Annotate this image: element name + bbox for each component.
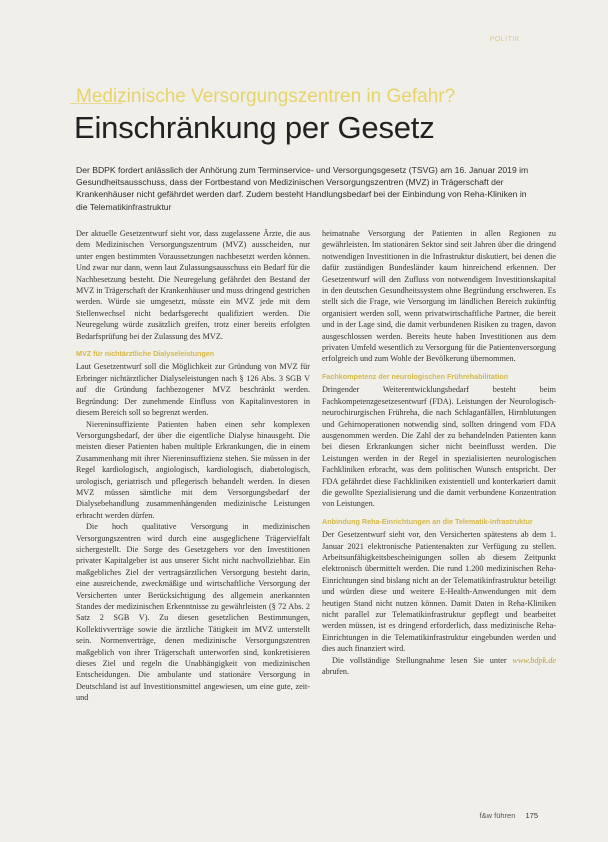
closing-text-start: Die vollständige Stellungnahme lesen Sie unter [332, 655, 507, 665]
left-column [76, 228, 310, 704]
subheading: MVZ für nichtärztliche Dialyseleistungen [76, 349, 215, 359]
section-tag: POLITIK [489, 36, 520, 43]
closing-paragraph [322, 655, 556, 678]
subheading: Fachkompetenz der neurologischen Frührehabilitation [322, 371, 509, 381]
subheading: Anbindung Reha-Einrichtungen an die Telematik-Infrastruktur [322, 516, 533, 526]
article-lead: Der BDPK fordert anlässlich der Anhörung zum Terminservice- und Versorgungsgesetz (TSVG) am 16. Januar 2019 im Gesundheitsausschuss, dass der Fortbestand von Medizinischen Versorgungszentren (MVZ) in Trägerschaft der Krankenhäuser nicht gefährdet werden darf. Zudem besteht Handlungsbedarf bei der Einbindung von Reha-Kliniken in die Telematikinfrastruktur [76, 165, 529, 212]
website-link[interactable]: www.bdpk.de [512, 655, 556, 665]
paragraph: heimatnahe Versorgung der Patienten in allen Regionen zu gewährleisten. Im stationären Sektor sind seit Jahren über die dringend notwendigen Investitionen in die Infrastruktur diskutiert, bei denen die dafür zuständigen Bundesländer kaum hinreichend erkennen. Der Gesetzentwurf will den Zufluss von notwendigem Investitionskapital in den deutschen Gesundheitssystem ohne Begründung erschweren. Es stellt sich die Frage, wie Versorgung im ländlichen Bereich zukünftig organisiert werden soll, wenn privatwirtschaftliche Partner, die bereit und in der Lage sind, die damit verbundenen Risiken zu tragen, davon ausgeschlossen werden. Bereits heute haben Investitionen aus dem privaten Umfeld wesentlich zu Versorgung für die Patientenversorgung erfolgreich und zum Wohle der Bevölkerung übernommen. [322, 229, 556, 364]
paragraph: Die hoch qualitative Versorgung in medizinischen Versorgungszentren wird durch eine ausgeglichene Trägervielfalt sichergestellt. Die Sorge des Gesetzgebers vor den Investitionen privater Kapitalgeber ist aus unserer Sicht nicht nachvollziehbar. Ein maßgebliches Ziel der vertragsärztlichen Versorgung besteht darin, eine ausreichende, zweckmäßige und wirtschaftliche Versorgung der Versicherten unter Berücksichtigung des allgemein anerkannten Standes der medizinischen Erkenntnisse zu gewährleisten (§ 72 Abs. 2 Satz 2 SGB V). Zu diesen gesetzlichen Bestimmungen, Kollektivverträge sowie die ärztliche Tätigkeit im MVZ unterstellt sein. Normenverträge, denen medizinische Versorgungszentren maßgeblich von ihrer Trägerschaft unterworfen sind, konkretisieren dieses Ziel und regeln die Unabhängigkeit von medizinischen Entscheidungen. Die ambulante und stationäre Versorgung in Deutschland ist auf Investitionsmittel angewiesen, um eine gute, zeit- und [76, 522, 310, 703]
paragraph: Der Gesetzentwurf sieht vor, den Versicherten spätestens ab dem 1. Januar 2021 elektronische Patientenakten zur Verfügung zu stellen. Arbeitsunfähigkeitsbescheinigungen sollen ab diesem Zeitpunkt elektronisch übermittelt werden. Die rund 1.200 medizinischen Reha-Einrichtungen sind bislang nicht an der Telematikinfrastruktur beteiligt und würden diese und weitere E-Health-Anwendungen mit dem heutigen Stand nicht nutzen können. Damit Daten in Reha-Kliniken nicht parallel zur Telematikinfrastruktur gepflegt und bearbeitet werden müssen, ist es dringend erforderlich, dass medizinische Reha-Einrichtungen in die Telematikinfrastruktur eingebunden werden und dies auch finanziert wird. [322, 530, 556, 654]
paragraph: Niereninsuffiziente Patienten haben einen sehr komplexen Versorgungsbedarf, der über die eigentliche Dialyse hinausgeht. Die meisten dieser Patienten haben multiple Erkrankungen, die in einem Zusammenhang mit ihrer Niereninsuffizienz stehen. Sie müssen in der Regel kardiologisch, angiologisch, kardiologisch, diabetologisch, urologisch, geriatrisch und pflegerisch behandelt werden. In diesen MVZ müssen sämtliche mit dem Versorgungsbedarf der Dialysebehandlung zusammenhängenden medizinische Leistungen erbracht werden dürfen. [76, 419, 310, 520]
closing-text-end: abrufen. [322, 667, 350, 677]
journal-name: f&w führen [479, 811, 516, 820]
right-column [322, 228, 556, 677]
paragraph: Laut Gesetzentwurf soll die Möglichkeit zur Gründung von MVZ für Erbringer nichtärztlicher Dialyseleistungen nach § 126 Abs. 3 SGB V auf die Gründung fachbezogener MVZ beschränkt werden. Begründung: Der zunehmende Einfluss von Kapitalinvestoren in diesem Bereich soll so begrenzt werden. [76, 362, 310, 418]
article-headline: Einschränkung per Gesetz [74, 110, 435, 145]
paragraph: Dringender Weiterentwicklungsbedarf besteht beim Fachkompetenzgesetzesentwurf (FDA). Leistungen der Neurologisch-neurochirurgischen Frühreha, die nach Schlaganfällen, Hirnblutungen und Gehirnoperationen notwendig sind, sollten dringend vom FDA ausgenommen werden. Die Zahl der zu behandelnden Patienten kann bei diesen Erkrankungen sicher nicht beeinflusst werden. Die Leistungen werden in der Regel in spezialisierten neurologischen Fachkliniken erbracht, was dem politischen Wunsch entspricht. Der FDA gefährdet diese Fachkliniken existentiell und konterkariert damit die gewollte Spezialisierung und die damit verbundene Konzentration von Leistungen. [322, 385, 556, 509]
page-footer [480, 811, 538, 820]
page-number: 175 [525, 811, 538, 820]
paragraph: Der aktuelle Gesetzentwurf sieht vor, dass zugelassene Ärzte, die aus dem Medizinischen Versorgungszentrum (MVZ) ausscheiden, nur unter engen bestimmten Voraussetzungen nachbesetzt werden können. Und zwar nur dann, wenn laut Zulassungsausschuss ein Bedarf für die Nachbesetzung besteht. Die Neuregelung gefährdet den Bestand der MVZ in Trägerschaft der Krankenhäuser und muss dringend gestrichen werden. Würde sie umgesetzt, müsste ein MVZ jede mit dem Stellenwechsel nicht bedarfsgerecht qualifiziert werden. Die Neuregelung würde zusätzlich greifen, trotz einer bereits erfolgten Bedarfsprüfung bei der Zulassung des MVZ. [76, 229, 310, 341]
article-kicker: Medizinische Versorgungszentren in Gefahr? [76, 86, 456, 107]
